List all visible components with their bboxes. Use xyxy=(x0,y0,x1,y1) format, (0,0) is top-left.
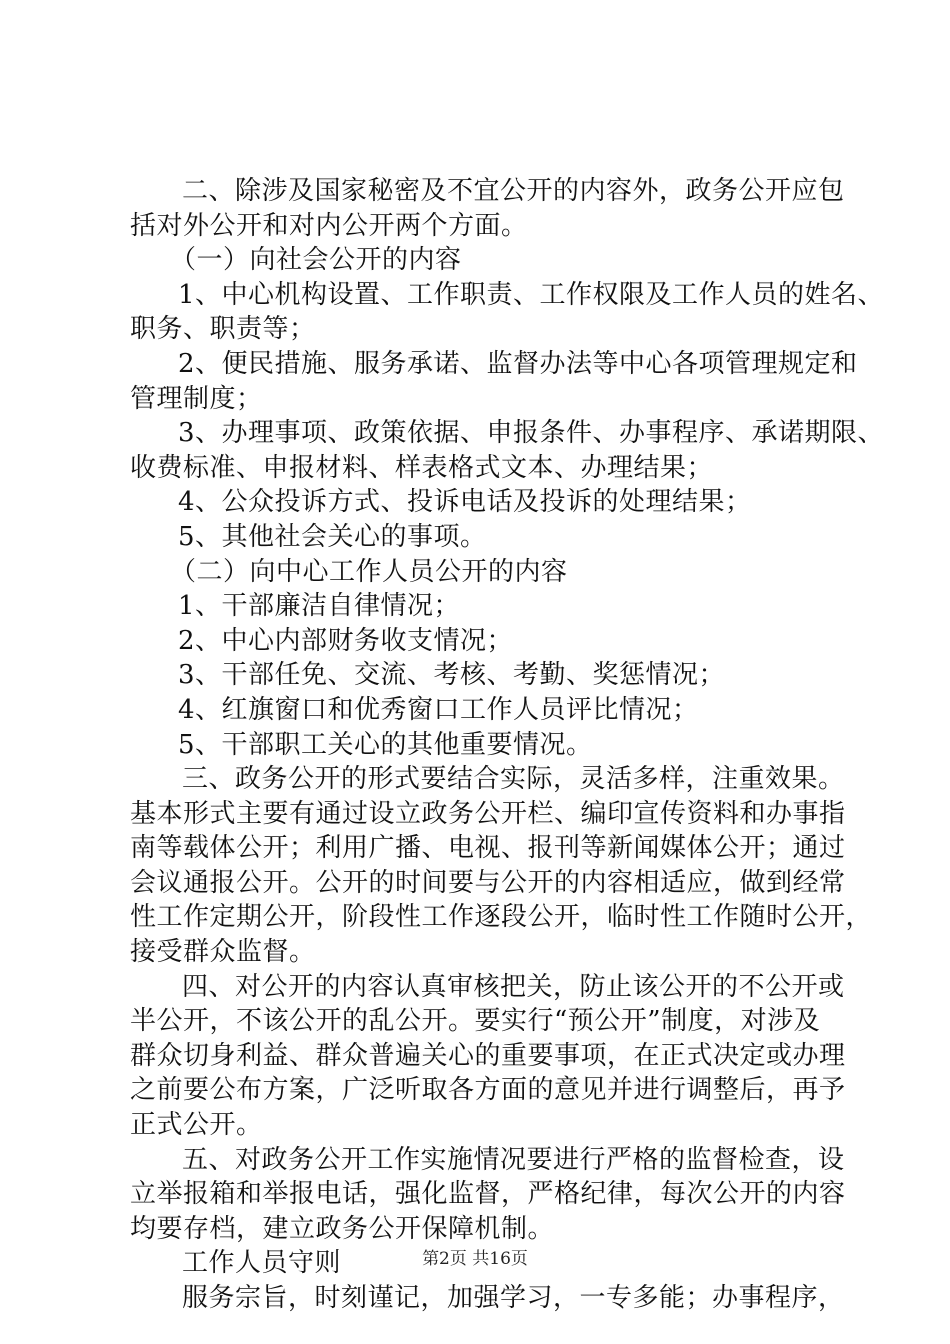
paragraph-4-line-4: 之前要公布方案，广泛听取各方面的意见并进行调整后，再予 xyxy=(130,1075,846,1106)
paragraph-3-line-4: 会议通报公开。公开的时间要与公开的内容相适应，做到经常 xyxy=(130,867,846,898)
paragraph-3-line-3: 南等载体公开；利用广播、电视、报刊等新闻媒体公开；通过 xyxy=(130,833,846,864)
staff-item-3: 3、干部任免、交流、考核、考勤、奖惩情况； xyxy=(178,660,726,691)
public-item-3-line-1: 3、办理事项、政策依据、申报条件、办事程序、承诺期限、 xyxy=(178,418,885,449)
paragraph-5-line-3: 均要存档，建立政务公开保障机制。 xyxy=(130,1213,555,1244)
section-title-staff-rules: 工作人员守则 xyxy=(182,1248,342,1279)
public-item-1-line-2: 职务、职责等； xyxy=(130,314,316,345)
page-number-footer: 第2页 共16页 xyxy=(422,1249,528,1269)
paragraph-3-line-2: 基本形式主要有通过设立政务公开栏、编印宣传资料和办事指 xyxy=(130,798,846,829)
public-item-3-line-2: 收费标准、申报材料、样表格式文本、办理结果； xyxy=(130,452,714,483)
staff-item-4: 4、红旗窗口和优秀窗口工作人员评比情况； xyxy=(178,694,699,725)
section-heading-staff: （二）向中心工作人员公开的内容 xyxy=(170,556,568,587)
paragraph-5-line-2: 立举报箱和举报电话，强化监督，严格纪律，每次公开的内容 xyxy=(130,1179,846,1210)
document-body xyxy=(130,174,885,1316)
paragraph-4-line-2: 半公开，不该公开的乱公开。要实行“预公开”制度，对涉及 xyxy=(130,1006,821,1037)
paragraph-2-line-1: 二、除涉及国家秘密及不宜公开的内容外，政务公开应包 xyxy=(182,176,845,206)
staff-rules-line-1: 服务宗旨，时刻谨记，加强学习，一专多能；办事程序， xyxy=(182,1283,845,1313)
public-item-2-line-2: 管理制度； xyxy=(130,383,263,414)
section-heading-public: （一）向社会公开的内容 xyxy=(170,245,462,276)
paragraph-5-line-1: 五、对政务公开工作实施情况要进行严格的监督检查，设 xyxy=(182,1144,845,1175)
staff-item-1: 1、干部廉洁自律情况； xyxy=(178,591,461,622)
paragraph-3-line-6: 接受群众监督。 xyxy=(130,937,316,968)
public-item-5: 5、其他社会关心的事项。 xyxy=(178,521,487,552)
staff-item-5: 5、干部职工关心的其他重要情况。 xyxy=(178,729,593,760)
paragraph-3-line-1: 三、政务公开的形式要结合实际，灵活多样，注重效果。 xyxy=(182,764,845,795)
paragraph-2-line-2: 括对外公开和对内公开两个方面。 xyxy=(130,210,528,241)
public-item-4: 4、公众投诉方式、投诉电话及投诉的处理结果； xyxy=(178,487,752,518)
paragraph-3-line-5: 性工作定期公开，阶段性工作逐段公开，临时性工作随时公开， xyxy=(130,902,873,933)
public-item-2-line-1: 2、便民措施、服务承诺、监督办法等中心各项管理规定和 xyxy=(178,348,858,379)
paragraph-4-line-5: 正式公开。 xyxy=(130,1110,263,1141)
staff-item-2: 2、中心内部财务收支情况； xyxy=(178,625,514,656)
paragraph-4-line-1: 四、对公开的内容认真审核把关，防止该公开的不公开或 xyxy=(182,971,845,1002)
paragraph-4-line-3: 群众切身利益、群众普遍关心的重要事项，在正式决定或办理 xyxy=(130,1040,846,1071)
public-item-1-line-1: 1、中心机构设置、工作职责、工作权限及工作人员的姓名、 xyxy=(178,279,885,310)
